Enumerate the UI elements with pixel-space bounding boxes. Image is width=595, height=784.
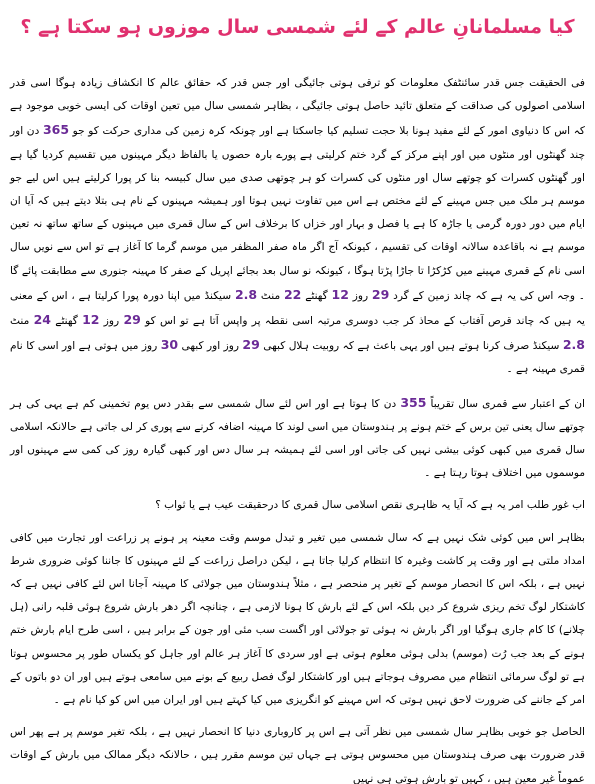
paragraph [10, 494, 585, 517]
text-run: منٹ [10, 315, 34, 328]
text-run: سیکنڈ صرف کرنا ہوتے ہیں اور یہی باعث ہے کہ روبیت ہلال کبھی [259, 340, 563, 353]
numeric-figure: 12 [331, 286, 349, 302]
text-run: گھنٹے [50, 315, 83, 328]
article-body [10, 72, 585, 784]
paragraph [10, 391, 585, 486]
numeric-figure: 29 [371, 286, 390, 302]
numeric-figure: 22 [283, 286, 302, 302]
numeric-figure: 2.8 [562, 337, 585, 353]
text-run: منٹ [257, 289, 284, 302]
text-run: بظاہر اس میں کوئی شک نہیں ہے کہ سال شمسی میں تغیر و تبدل موسم وقت معینہ پر ہونے پر زراعت اور تجارت میں کافی امداد ملتی ہے اور وقت پر کاشت وغیرہ کا انتظام کرلیا جاتا ہے ، لیکن دراصل زراعت کے لئے مہینوں کا جاننا کوئی ضروری شرط نہیں ہے ، بلکہ اس کا انحصار موسم کے تغیر پر منحصر ہے ، مثلاً ہندوستان میں جولائی کا مہینہ آجانا اس لئے کافی نہیں ہے کہ کاشتکار لوگ تخم ریزی شروع کر دیں بلکہ اس کے لئے بارش کا ہونا لازمی ہے ، چنانچہ اگر دھر بارش شروع ہوئی قلبہ رانی (ہل چلانے) کا کام جاری ہوگیا اور اگر بارش نہ ہوئی تو جولائی اور اگست سب مئی اور جون کے برابر ہیں ، اسی طرح ایام بارش ختم ہونے کے بعد جب رُت (موسم) بدلی ہوئی معلوم ہوتی ہے اور سردی کا آغاز ہر عالم اور جاہل کو یکساں طور پر محسوس ہوتا ہے تو لوگ سرمائی انتظام میں مصروف ہوجاتے ہیں اور کاشتکار لوگ فصل ربیع کے بونے میں سامعی ہوتے ہیں اور ان دو باتوں کے امر کے جاننے کی ضرورت لاحق نہیں ہوتی کہ اس مہینے کو انگریزی میں کیا کہتے ہیں اور ایران میں اس کو کیا نام ہے ۔ [10, 531, 585, 707]
text-run: گھنٹے [301, 289, 332, 302]
numeric-figure: 12 [82, 312, 100, 328]
numeric-figure: 30 [160, 337, 179, 353]
text-run: روز میں ہوتی ہے اور اسی کا نام قمری مہینہ ہے ۔ [10, 340, 585, 376]
numeric-figure: 29 [242, 337, 260, 353]
numeric-figure: 24 [33, 312, 51, 328]
numeric-figure: 29 [123, 312, 141, 328]
numeric-figure: 355 [400, 394, 427, 410]
numeric-figure: 2.8 [234, 286, 258, 302]
article-title: کیا مسلمانانِ عالم کے لئے شمسی سال موزوں ہو سکتا ہے ؟ [20, 16, 575, 38]
numeric-figure: 365 [42, 122, 70, 138]
text-run: روز اور کبھی [178, 340, 243, 353]
text-run: دن اور چند گھنٹوں اور منٹوں میں اور اپنے مرکز کے گرد ختم کرلیتی ہے پورے بارہ حصوں یا بالفاظ دیگر مہینوں میں تقسیم کردیا گیا ہے اور گھنٹوں کسرات کو چوتھے سال اور منٹوں کی کسرات کو ہر چوتھی صدی میں سال کبیسہ بنا کر پورا کرلیتے ہیں اس لیے جو موسم ہر ملک میں جس مہینے کے لئے مختص ہے اس میں تفاوت نہیں ہوتا اور ہمیشہ مہینوں کے نام ہی بتلا دیتے ہیں کہ آیا ان ایام میں دور دورہ گرمی یا جاڑہ کا ہے یا فصل و بہار اور خزاں کا برخلاف اس کے سال قمری میں مہینوں کے ساتھ ساتھ نہ تعین موسم ہے نہ باقاعدہ سالانہ اوقات کی تقسیم ، کیونکہ آج اگر ماہ صفر المظفر میں موسم گرما کا آغاز ہے تو اس سے نویں سال اسی نام کے قمری مہینے میں کڑکڑا تا جاڑا پڑتا ہوگا ، کیونکہ نو سال بعد بجائے اپریل کے صفر کا مہینہ جنوری سے مطابقت پائے گا ۔ وجہ اس کی یہ ہے کہ چاند زمین کے گرد [10, 125, 586, 302]
paragraph [10, 527, 585, 713]
text-run: دن کا ہوتا ہے اور اس لئے سال شمسی سے بقدر دس یوم تخمینی کم ہے یہی کی ہر چوتھے سال یعنی تین برس کے ختم ہونے پر ہندوستان میں اسی لوند کا مہینہ اضافہ کرنے سے پوری کر لی جاتی ہے حالانکہ اسلامی سال قمری میں کبھی کوئی بیشی نہیں کی جاتی اور اسی لئے ہمیشہ ہر سال دس اور کبھی گیارہ روز کی کمی سے مہینوں اور موسموں میں اختلاف ہوتا رہتا ہے ۔ [10, 397, 585, 480]
text-run: الحاصل جو خوبی بظاہر سال شمسی میں نظر آتی ہے اس پر کاروباری دنیا کا انحصار نہیں ہے ، بلکہ تغیر موسم پر ہے پھر اس قدر ضرورت بھی صرف ہندوستان میں محسوس ہوتی ہے جہاں تین موسم مقرر ہیں ، حالانکہ دیگر ممالک میں بارش کے اوقات عموماً غیر معین ہیں ، کہیں تو بارش ہوتی ہی نہیں [10, 726, 585, 784]
text-run: روز [99, 315, 124, 328]
paragraph [10, 721, 585, 784]
text-run: اب غور طلب امر یہ ہے کہ آیا یہ ظاہری نقص اسلامی سال قمری کا درحقیقت عیب ہے یا ثواب ؟ [155, 499, 585, 512]
text-run: ان کے اعتبار سے قمری سال تقریباً [426, 397, 585, 410]
text-run: فی الحقیقت جس قدر سائنٹفک معلومات کو ترقی ہوتی جائیگی اور جس قدر کہ حقائق عالم کا انکشاف زیادہ ہوگا اسی قدر اسلامی اصولوں کی صداقت کے متعلق تائید حاصل ہوتی جائیگی ، بظاہر شمسی سال میں تعین اوقات کی ایسی خوبی موجود ہے کہ اس کا دنیاوی امور کے لئے مفید ہونا بلا حجت تسلیم کیا جاسکتا ہے اور چونکہ کرہ زمین کی مداری حرکت کو جو [10, 77, 585, 138]
text-run: سیکنڈ میں اپنا دورہ پورا کرلیتا ہے ، اس کے معنی یہ ہیں کہ چاند قرص آفتاب کے محاذ کر جب دوسری مرتبہ اسی نقطہ پر واپس آتا ہے تو اس کو [10, 289, 585, 328]
text-run: روز [348, 289, 372, 302]
paragraph [10, 72, 585, 382]
